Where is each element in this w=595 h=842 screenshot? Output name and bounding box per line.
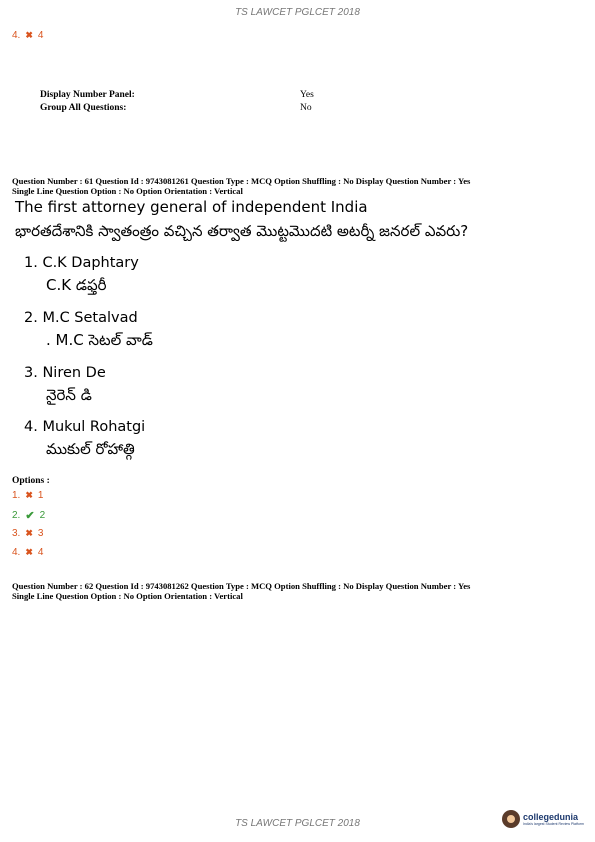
option-value: 4 [37, 547, 44, 558]
logo-tagline: India's largest Student Review Platform [523, 822, 584, 826]
prev-option-4 [12, 30, 43, 41]
option-value: 1 [37, 490, 44, 501]
display-number-value: Yes [300, 90, 314, 100]
mascot-icon [502, 810, 520, 828]
q61-text-te: భారతదేశానికి స్వాతంత్రం వచ్చిన తర్వాత మొట్టమొదటి అటర్నీ జనరల్ ఎవరు? [15, 222, 469, 240]
cross-icon: ✖ [25, 490, 33, 500]
q62-meta-line1: Question Number : 62 Question Id : 9743081262 Question Type : MCQ Option Shuffling : No Display Question Number : Yes [12, 581, 471, 591]
options-label: Options : [12, 476, 50, 486]
q62-meta-line2: Single Line Question Option : No Option Orientation : Vertical [12, 590, 243, 601]
option-number: 2. [12, 510, 21, 521]
option-number: 4. [12, 30, 21, 41]
option-value: 4 [37, 30, 44, 41]
answer-3-en: 3. Niren De [24, 365, 106, 381]
answer-1-te: C.K డఫ్తరీ [46, 276, 107, 294]
option-value: 2 [39, 510, 46, 521]
q61-meta-line1: Question Number : 61 Question Id : 9743081261 Question Type : MCQ Option Shuffling : No Display Question Number : Yes [12, 176, 471, 186]
answer-3-te: నైరెన్ డి [46, 386, 92, 404]
display-number-label: Display Number Panel: [40, 90, 135, 100]
option-4 [12, 547, 43, 558]
answer-4-te: ముకుల్ రోహాత్గి [46, 440, 135, 458]
answer-1-en: 1. C.K Daphtary [24, 255, 139, 271]
cross-icon: ✖ [25, 547, 33, 557]
option-number: 4. [12, 547, 21, 558]
group-all-label: Group All Questions: [40, 103, 127, 113]
check-icon: ✔ [25, 510, 35, 522]
page-header: TS LAWCET PGLCET 2018 [235, 7, 360, 18]
option-3 [12, 528, 43, 539]
option-2 [12, 509, 45, 522]
collegedunia-logo [502, 806, 590, 832]
cross-icon: ✖ [25, 30, 33, 40]
page-footer: TS LAWCET PGLCET 2018 [235, 818, 360, 829]
logo-text [523, 812, 584, 826]
q61-text-en: The first attorney general of independent India [15, 198, 368, 216]
q61-meta [12, 177, 587, 196]
cross-icon: ✖ [25, 528, 33, 538]
answer-2-en: 2. M.C Setalvad [24, 310, 138, 326]
option-number: 3. [12, 528, 21, 539]
option-number: 1. [12, 490, 21, 501]
group-all-value: No [300, 103, 312, 113]
q62-meta [12, 582, 587, 601]
answer-2-te: . M.C సెటల్ వాడ్ [46, 331, 153, 349]
option-1 [12, 490, 43, 501]
logo-name: collegedunia [523, 812, 579, 822]
answer-4-en: 4. Mukul Rohatgi [24, 419, 146, 435]
option-value: 3 [37, 528, 44, 539]
q61-meta-line2: Single Line Question Option : No Option Orientation : Vertical [12, 185, 243, 196]
